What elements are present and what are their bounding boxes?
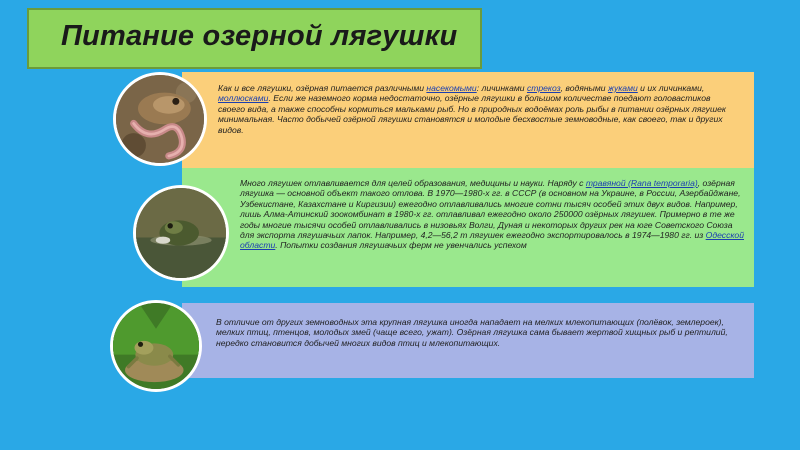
section-text-predation bbox=[216, 317, 742, 348]
text-run: . Если же наземного корма недостаточно, озёрные лягушки в большом количестве поедают головастиков своего вида, а также способны кормиться мальками рыб. Но в природных водоёмах роль рыбы в питании озёрных лягушек минимальная. Часто добычей озёрной лягушки становятся и молодые бесхвостые земноводные, как своего, так и других видов. bbox=[218, 93, 726, 135]
title-box bbox=[27, 8, 482, 69]
section-text-harvesting bbox=[240, 178, 748, 251]
inline-link[interactable]: жуками bbox=[607, 83, 638, 93]
frog-in-water-photo bbox=[133, 185, 229, 281]
text-run: Много лягушек отлавливается для целей образования, медицины и науки. Наряду с bbox=[240, 178, 586, 188]
frog-on-rock-photo bbox=[110, 300, 202, 392]
section-text-feeding bbox=[218, 83, 738, 135]
text-run: . Попытки создания лягушачьих ферм не увенчались успехом bbox=[275, 240, 527, 251]
text-run: : личинками bbox=[476, 83, 527, 93]
text-run: Как и все лягушки, озёрная питается различными bbox=[218, 83, 427, 93]
inline-link[interactable]: насекомыми bbox=[426, 83, 477, 93]
inline-link[interactable]: моллюсками bbox=[218, 93, 269, 104]
text-run: В отличие от других земноводных эта крупная лягушка иногда нападает на мелких млекопитающих (полёвок, землероек), мелких птиц, птенцов, молодых змей (чаще всего, ужат). Озёрная лягушка сама бывает жертвой хищных рыб и рептилий, нередко становится добычей многих видов птиц и млекопитающих. bbox=[216, 317, 728, 348]
inline-link[interactable]: стрекоз bbox=[526, 83, 561, 93]
section-band-harvesting bbox=[182, 168, 754, 287]
frog-eating-worm-photo bbox=[113, 72, 207, 166]
section-band-feeding bbox=[182, 72, 754, 168]
section-band-predation bbox=[182, 303, 754, 378]
text-run: , озёрная лягушка — основной объект такого отлова. В 1970—1980-х гг. в СССР (в основном на Украине, в России, Азербайджане, Узбекистане, Казахстане и Киргизии) ежегодно отлавливались многие сотни тысяч особей этих двух видов. Например, лишь Алма-Атинский зоокомбинат в 1980-х гг. отлавливал ежегодно около 250000 озёрных лягушек. Примерно в те же годы многие тысячи особей отлавливались в низовьях Волги, Дуная и некоторых других рек на юге Советского Союза для экспорта лягушачьих лапок. Например, 4,2—56,2 т лягушек ежегодно экспортировалось в 1974—1980 гг. из bbox=[240, 178, 741, 241]
inline-link[interactable]: травяной (Rana temporaria) bbox=[585, 178, 698, 188]
text-run: и их личинками, bbox=[637, 83, 705, 93]
inline-link[interactable]: Одесской области bbox=[240, 230, 744, 251]
text-run: , водяными bbox=[560, 83, 608, 93]
page-title: Питание озерной лягушки bbox=[61, 20, 458, 52]
